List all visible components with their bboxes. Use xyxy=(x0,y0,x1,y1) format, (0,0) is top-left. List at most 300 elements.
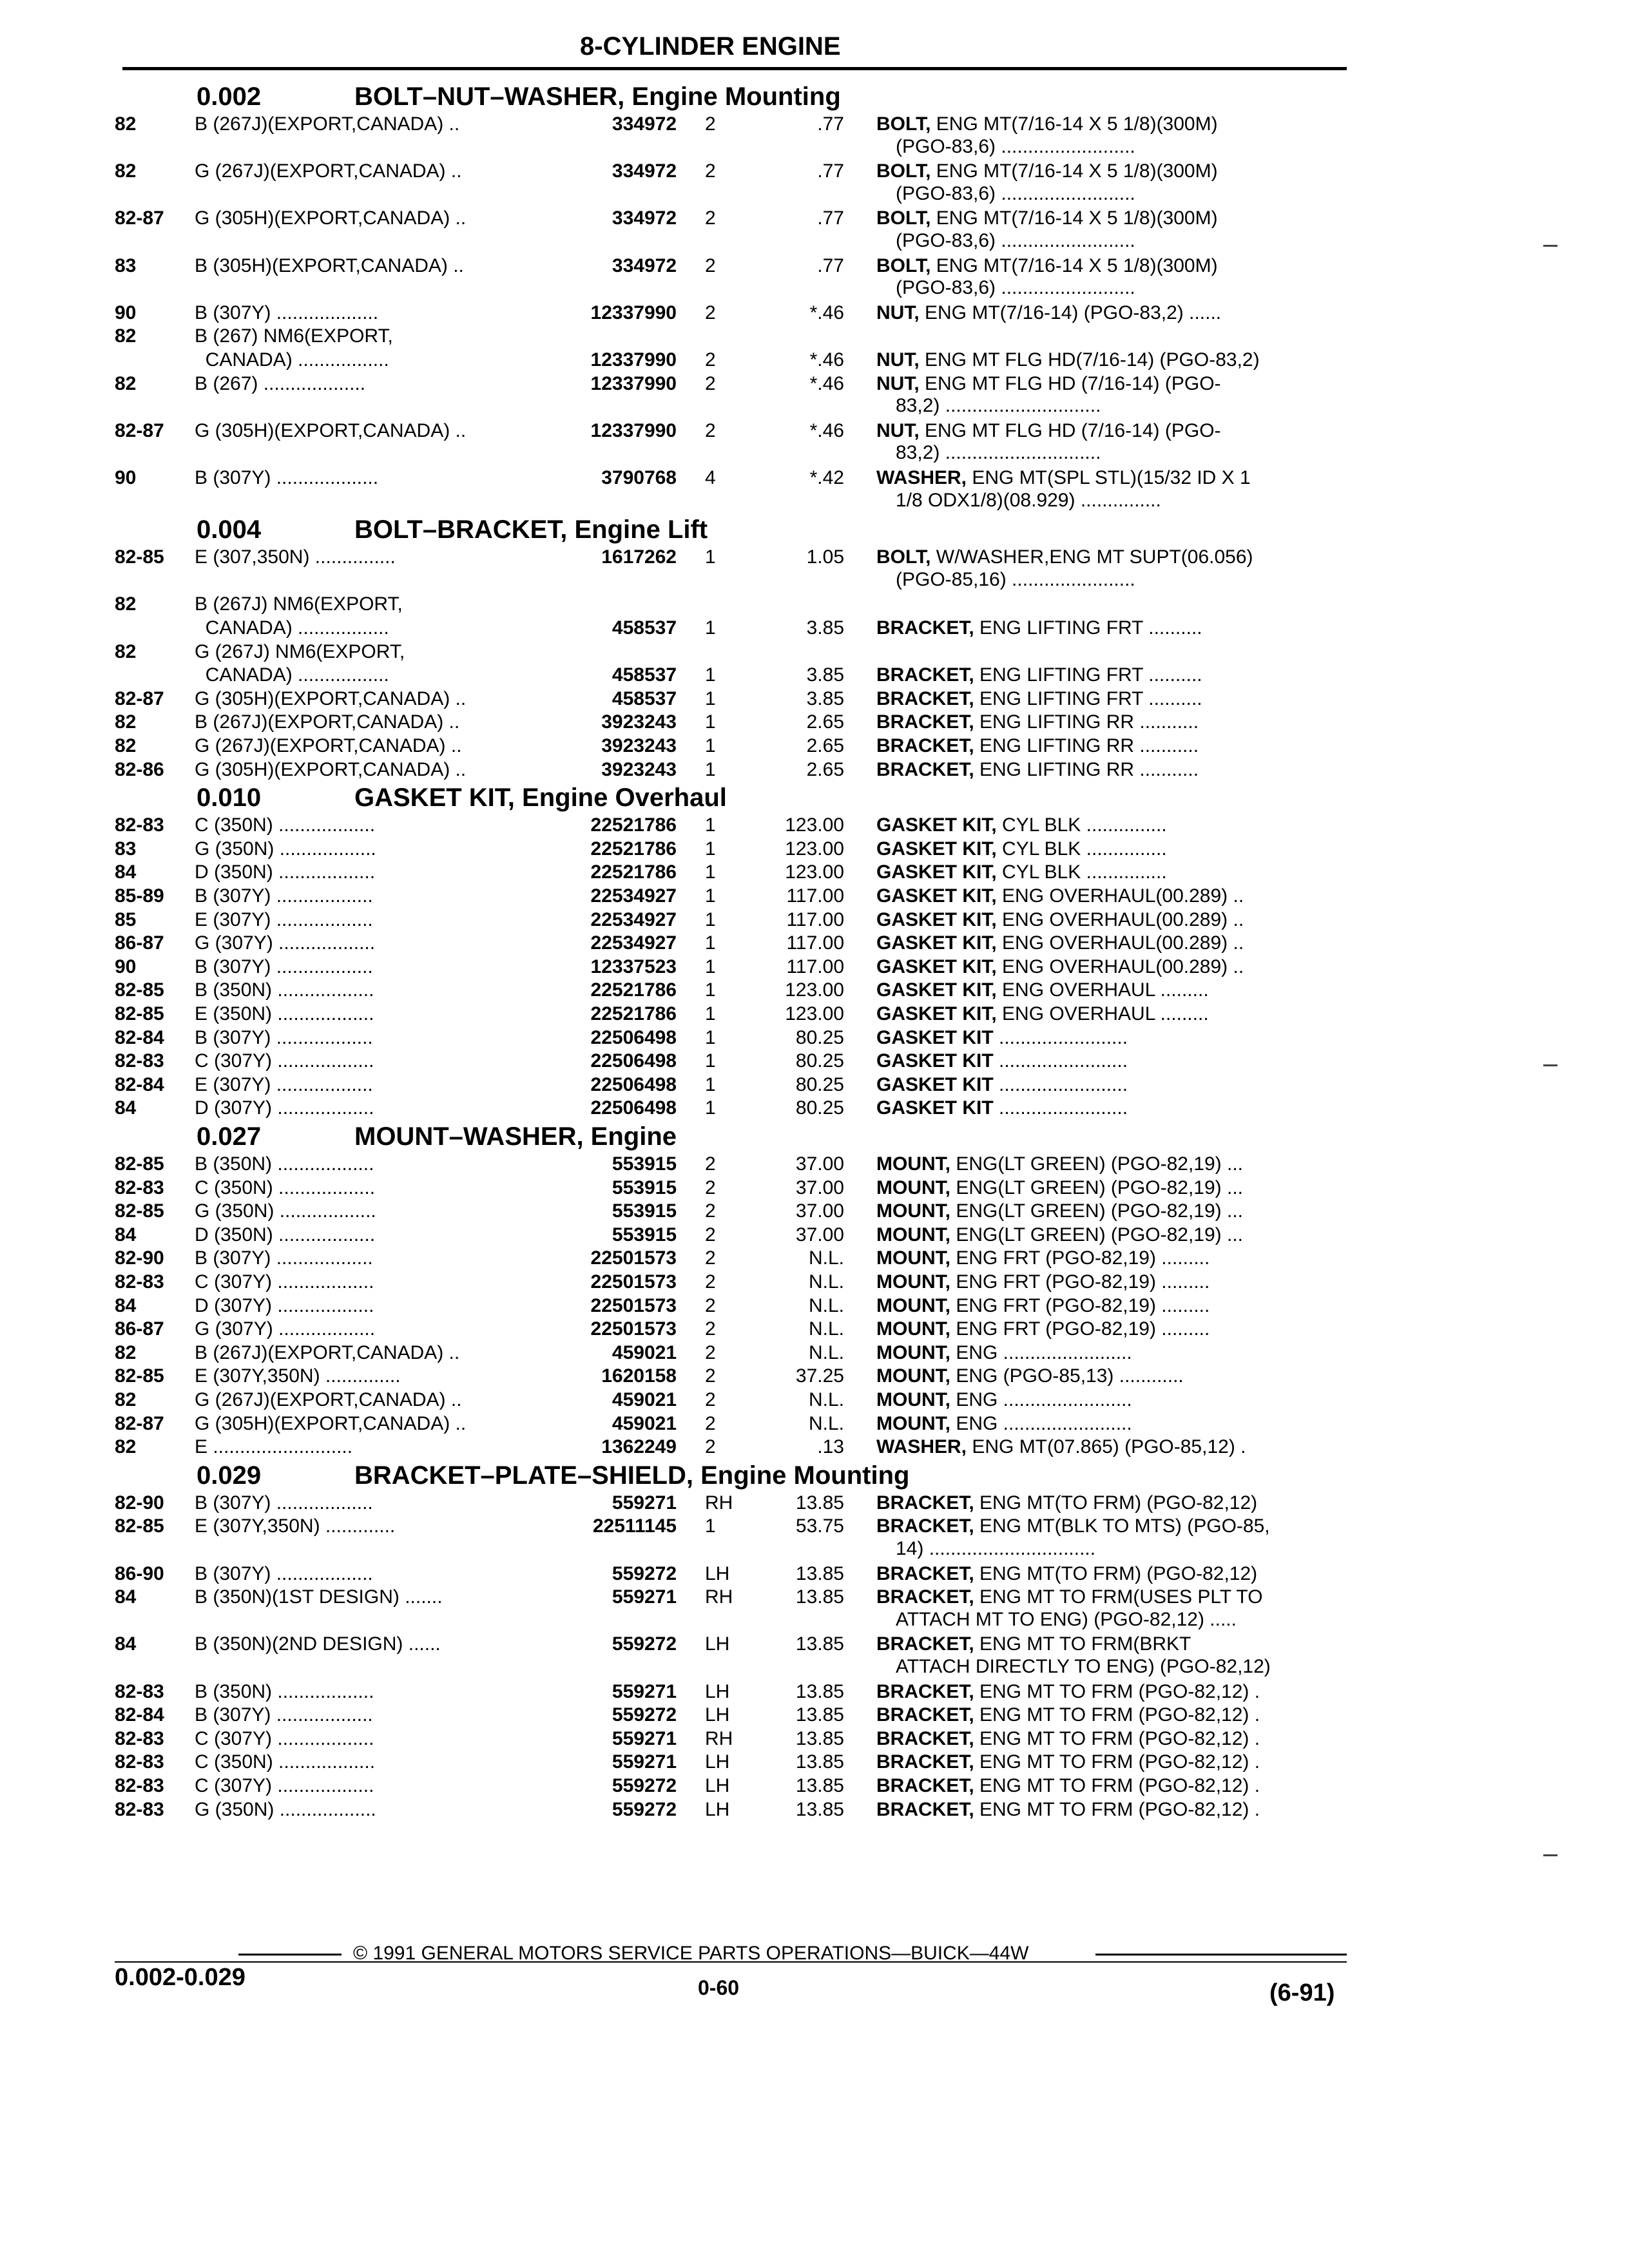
price: .77 xyxy=(817,160,844,182)
section-title: BRACKET–PLATE–SHIELD, Engine Mounting xyxy=(354,1461,910,1490)
model-year: 82-87 xyxy=(115,419,164,441)
part-detail: ENG(LT GREEN) (PGO-82,19) ... xyxy=(950,1177,1243,1198)
part-number: 3790768 xyxy=(601,467,677,488)
model-year: 82-83 xyxy=(115,1271,164,1293)
part-description xyxy=(876,1074,1340,1096)
footer-section-range: 0.002-0.029 xyxy=(115,1964,246,1991)
part-detail: ........................ xyxy=(993,1050,1128,1072)
price: 3.85 xyxy=(806,687,844,709)
part-description xyxy=(876,688,1340,710)
part-name: MOUNT, xyxy=(876,1341,950,1363)
model-year: 82-87 xyxy=(115,687,164,709)
part-number: 559271 xyxy=(612,1492,677,1514)
part-name: BRACKET, xyxy=(876,1751,974,1773)
part-name: MOUNT, xyxy=(876,1294,950,1316)
price: 80.25 xyxy=(795,1097,844,1119)
part-description-continued: (PGO-83,6) ......................... xyxy=(896,135,1135,157)
quantity: LH xyxy=(705,1775,730,1796)
quantity: 1 xyxy=(705,861,716,883)
part-name: BRACKET, xyxy=(876,1586,974,1608)
model-year: 82-90 xyxy=(115,1247,164,1269)
model-year: 82-85 xyxy=(115,1515,164,1537)
part-name: BRACKET, xyxy=(876,1633,974,1655)
part-description xyxy=(876,1492,1340,1514)
model-year: 82 xyxy=(115,113,137,135)
part-detail: ENG MT TO FRM(BRKT xyxy=(974,1633,1191,1655)
application-description: B (350N)(2ND DESIGN) ...... xyxy=(195,1633,441,1655)
part-detail: ENG MT(7/16-14 X 5 1/8)(300M) xyxy=(930,255,1218,276)
model-year: 82-87 xyxy=(115,1412,164,1434)
application-description: E .......................... xyxy=(195,1436,353,1458)
part-number: 12337523 xyxy=(590,956,677,977)
part-detail: ENG MT(TO FRM) (PGO-82,12) xyxy=(974,1562,1258,1584)
part-name: GASKET KIT, xyxy=(876,932,997,954)
part-number: 559271 xyxy=(612,1586,677,1608)
model-year: 84 xyxy=(115,1097,137,1119)
quantity: 1 xyxy=(705,838,716,860)
part-name: BRACKET, xyxy=(876,1680,974,1702)
quantity: 1 xyxy=(705,687,716,709)
model-year: 82-85 xyxy=(115,1365,164,1387)
application-description: D (350N) .................. xyxy=(195,861,376,883)
part-description xyxy=(876,664,1340,686)
model-year: 82 xyxy=(115,1389,137,1410)
model-year: 82-83 xyxy=(115,1775,164,1796)
quantity: 1 xyxy=(705,932,716,954)
application-description: G (350N) .................. xyxy=(195,1798,376,1820)
part-detail: CYL BLK ............... xyxy=(996,861,1167,883)
part-description-continued: 14) ............................... xyxy=(896,1538,1096,1559)
part-name: BRACKET, xyxy=(876,664,974,686)
part-detail: ENG MT(SPL STL)(15/32 ID X 1 xyxy=(967,467,1251,488)
price: 13.85 xyxy=(795,1727,844,1749)
price: 53.75 xyxy=(795,1515,844,1537)
part-description xyxy=(876,1728,1340,1750)
application-description: G (305H)(EXPORT,CANADA) .. xyxy=(195,687,467,709)
quantity: 2 xyxy=(705,1436,716,1458)
quantity: RH xyxy=(705,1492,733,1514)
part-name: BRACKET, xyxy=(876,617,974,639)
part-detail: ENG (PGO-85,13) ............ xyxy=(950,1365,1184,1387)
price: 13.85 xyxy=(795,1633,844,1655)
margin-mark xyxy=(1543,1064,1557,1066)
part-description xyxy=(876,1633,1340,1655)
application-description: B (307Y) .................. xyxy=(195,885,373,907)
part-description xyxy=(876,1704,1340,1726)
part-name: BRACKET, xyxy=(876,1492,974,1514)
model-year: 82-83 xyxy=(115,1050,164,1072)
part-number: 559272 xyxy=(612,1562,677,1584)
part-description xyxy=(876,979,1340,1001)
model-year: 82-83 xyxy=(115,1751,164,1773)
quantity: 2 xyxy=(705,207,716,229)
part-description xyxy=(876,546,1340,568)
part-number: 3923243 xyxy=(601,735,677,756)
application-description: C (350N) .................. xyxy=(195,1751,376,1773)
model-year: 82-84 xyxy=(115,1026,164,1048)
part-detail: ENG OVERHAUL(00.289) .. xyxy=(996,932,1244,954)
part-number: 1362249 xyxy=(601,1436,677,1458)
part-description xyxy=(876,1389,1340,1411)
part-name: MOUNT, xyxy=(876,1247,950,1269)
application-description: G (305H)(EXPORT,CANADA) .. xyxy=(195,419,467,441)
part-description-continued: ATTACH MT TO ENG) (PGO-82,12) ..... xyxy=(896,1608,1237,1630)
part-number: 1620158 xyxy=(601,1365,677,1387)
model-year: 82-85 xyxy=(115,1200,164,1222)
part-detail: ENG MT TO FRM (PGO-82,12) . xyxy=(974,1775,1260,1796)
price: 37.00 xyxy=(795,1177,844,1198)
part-name: NUT, xyxy=(876,372,920,394)
application-description: B (307Y) .................. xyxy=(195,1562,373,1584)
part-description xyxy=(876,1365,1340,1387)
application-description: D (307Y) .................. xyxy=(195,1294,374,1316)
part-name: MOUNT, xyxy=(876,1389,950,1410)
part-detail: ENG FRT (PGO-82,19) ......... xyxy=(950,1271,1210,1293)
part-detail: ENG FRT (PGO-82,19) ......... xyxy=(950,1318,1210,1340)
model-year: 84 xyxy=(115,861,137,883)
price: N.L. xyxy=(808,1294,844,1316)
part-description xyxy=(876,1050,1340,1072)
quantity: 2 xyxy=(705,302,716,323)
part-name: NUT, xyxy=(876,302,920,323)
part-name: NUT, xyxy=(876,349,920,370)
part-description-continued: (PGO-83,6) ......................... xyxy=(896,182,1135,204)
part-name: GASKET KIT, xyxy=(876,908,997,930)
quantity: LH xyxy=(705,1704,730,1726)
part-name: BRACKET, xyxy=(876,758,974,780)
price: 37.00 xyxy=(795,1224,844,1245)
price: N.L. xyxy=(808,1412,844,1434)
price: *.46 xyxy=(809,349,844,370)
price: N.L. xyxy=(808,1271,844,1293)
model-year: 90 xyxy=(115,302,137,323)
part-number: 12337990 xyxy=(590,419,677,441)
part-detail: CYL BLK ............... xyxy=(996,838,1167,860)
quantity: 1 xyxy=(705,1515,716,1537)
part-name: GASKET KIT xyxy=(876,1050,994,1072)
part-detail: ENG LIFTING FRT .......... xyxy=(974,664,1202,686)
model-year: 82-86 xyxy=(115,758,164,780)
part-description xyxy=(876,1681,1340,1703)
part-description xyxy=(876,1271,1340,1293)
part-description-continued: (PGO-85,16) ....................... xyxy=(896,568,1135,590)
price: 13.85 xyxy=(795,1704,844,1726)
part-name: BRACKET, xyxy=(876,711,974,733)
part-detail: ENG MT(7/16-14) (PGO-83,2) ...... xyxy=(919,302,1222,323)
quantity: 1 xyxy=(705,664,716,686)
part-description-continued: (PGO-83,6) ......................... xyxy=(896,230,1135,251)
application-description: C (350N) .................. xyxy=(195,1177,376,1198)
price: N.L. xyxy=(808,1318,844,1340)
part-detail: ENG OVERHAUL ......... xyxy=(996,979,1209,1001)
section-code: 0.004 xyxy=(197,515,262,544)
part-description xyxy=(876,1295,1340,1317)
application-description: B (307Y) .................. xyxy=(195,1026,373,1048)
part-name: BOLT, xyxy=(876,160,931,182)
part-name: WASHER, xyxy=(876,1436,967,1458)
model-year: 82-83 xyxy=(115,1727,164,1749)
part-detail: ENG MT TO FRM (PGO-82,12) . xyxy=(974,1798,1260,1820)
part-detail: ENG MT(7/16-14 X 5 1/8)(300M) xyxy=(930,207,1218,229)
price: 123.00 xyxy=(785,838,844,860)
part-number: 334972 xyxy=(612,255,677,276)
part-description xyxy=(876,1097,1340,1119)
part-description xyxy=(876,373,1340,395)
part-description xyxy=(876,1027,1340,1049)
application-description: G (305H)(EXPORT,CANADA) .. xyxy=(195,207,467,229)
part-description-continued: 83,2) ............................. xyxy=(896,395,1101,417)
part-description xyxy=(876,1563,1340,1585)
part-name: BOLT, xyxy=(876,546,931,568)
part-name: BRACKET, xyxy=(876,735,974,756)
footer-rule-right xyxy=(1095,1954,1347,1956)
margin-mark xyxy=(1543,245,1557,247)
quantity: RH xyxy=(705,1586,733,1608)
application-description: D (350N) .................. xyxy=(195,1224,376,1245)
part-name: MOUNT, xyxy=(876,1153,950,1175)
part-description xyxy=(876,1200,1340,1222)
model-year: 90 xyxy=(115,956,137,977)
part-number: 559271 xyxy=(612,1680,677,1702)
application-description: B (267J)(EXPORT,CANADA) .. xyxy=(195,711,460,733)
quantity: 1 xyxy=(705,1003,716,1024)
price: 3.85 xyxy=(806,617,844,639)
application-description: B (350N)(1ST DESIGN) ....... xyxy=(195,1586,443,1608)
part-description xyxy=(876,1224,1340,1246)
quantity: 1 xyxy=(705,814,716,836)
part-name: GASKET KIT, xyxy=(876,885,997,907)
part-number: 22506498 xyxy=(590,1097,677,1119)
quantity: 2 xyxy=(705,1318,716,1340)
application-description: B (350N) .................. xyxy=(195,1153,374,1175)
part-name: GASKET KIT xyxy=(876,1097,994,1119)
application-description: G (305H)(EXPORT,CANADA) .. xyxy=(195,1412,467,1434)
model-year: 82 xyxy=(115,640,137,662)
part-number: 459021 xyxy=(612,1389,677,1410)
quantity: 1 xyxy=(705,1097,716,1119)
part-detail: ENG LIFTING RR ........... xyxy=(974,758,1199,780)
application-description: B (267J)(EXPORT,CANADA) .. xyxy=(195,113,460,135)
price: 80.25 xyxy=(795,1073,844,1095)
part-detail: ........................ xyxy=(993,1026,1128,1048)
part-name: MOUNT, xyxy=(876,1177,950,1198)
application-description: G (307Y) .................. xyxy=(195,1318,376,1340)
part-detail: ENG MT(TO FRM) (PGO-82,12) xyxy=(974,1492,1258,1514)
part-name: BOLT, xyxy=(876,113,931,135)
quantity: 1 xyxy=(705,711,716,733)
quantity: 1 xyxy=(705,546,716,568)
part-name: GASKET KIT, xyxy=(876,956,997,977)
part-detail: ........................ xyxy=(993,1097,1128,1119)
quantity: 1 xyxy=(705,617,716,639)
part-number: 22501573 xyxy=(590,1318,677,1340)
part-detail: ENG MT TO FRM (PGO-82,12) . xyxy=(974,1680,1260,1702)
model-year: 82-83 xyxy=(115,1798,164,1820)
footer-rule-left xyxy=(238,1954,342,1956)
part-number: 22501573 xyxy=(590,1271,677,1293)
quantity: RH xyxy=(705,1727,733,1749)
quantity: 1 xyxy=(705,1073,716,1095)
part-number: 553915 xyxy=(612,1200,677,1222)
part-detail: ENG FRT (PGO-82,19) ......... xyxy=(950,1247,1210,1269)
part-detail: ENG MT FLG HD (7/16-14) (PGO- xyxy=(919,372,1221,394)
section-code: 0.002 xyxy=(197,82,262,111)
part-detail: ENG LIFTING FRT .......... xyxy=(974,617,1202,639)
part-number: 22521786 xyxy=(590,838,677,860)
part-name: GASKET KIT, xyxy=(876,1003,997,1024)
price: *.46 xyxy=(809,372,844,394)
quantity: 2 xyxy=(705,1177,716,1198)
part-number: 559272 xyxy=(612,1704,677,1726)
part-number: 22506498 xyxy=(590,1026,677,1048)
quantity: 2 xyxy=(705,419,716,441)
quantity: 1 xyxy=(705,908,716,930)
quantity: 2 xyxy=(705,160,716,182)
model-year: 82-85 xyxy=(115,979,164,1001)
quantity: 2 xyxy=(705,372,716,394)
application-description: B (307Y) .................. xyxy=(195,1704,373,1726)
part-detail: ENG ........................ xyxy=(950,1389,1132,1410)
part-number: 22511145 xyxy=(592,1515,677,1537)
part-name: WASHER, xyxy=(876,467,967,488)
model-year: 82-83 xyxy=(115,814,164,836)
quantity: 1 xyxy=(705,758,716,780)
price: 3.85 xyxy=(806,664,844,686)
part-number: 22521786 xyxy=(590,814,677,836)
part-name: NUT, xyxy=(876,419,920,441)
model-year: 82-83 xyxy=(115,1680,164,1702)
price: 117.00 xyxy=(786,885,844,907)
quantity: LH xyxy=(705,1751,730,1773)
quantity: LH xyxy=(705,1633,730,1655)
part-detail: ENG LIFTING FRT .......... xyxy=(974,687,1202,709)
part-name: BOLT, xyxy=(876,207,931,229)
part-name: GASKET KIT, xyxy=(876,814,997,836)
part-detail: ENG MT TO FRM (PGO-82,12) . xyxy=(974,1704,1260,1726)
model-year: 82-85 xyxy=(115,1153,164,1175)
application-description: E (307,350N) ............... xyxy=(195,546,396,568)
price: 13.85 xyxy=(795,1798,844,1820)
model-year: 83 xyxy=(115,255,137,276)
model-year: 86-90 xyxy=(115,1562,164,1584)
application-description: B (267) NM6(EXPORT, xyxy=(195,325,393,347)
part-description xyxy=(876,1413,1340,1435)
model-year: 82 xyxy=(115,1341,137,1363)
quantity: 1 xyxy=(705,979,716,1001)
part-number: 22534927 xyxy=(590,885,677,907)
part-description xyxy=(876,420,1340,442)
part-detail: ENG MT FLG HD (7/16-14) (PGO- xyxy=(919,419,1221,441)
price: 13.85 xyxy=(795,1586,844,1608)
price: 123.00 xyxy=(785,861,844,883)
quantity: LH xyxy=(705,1798,730,1820)
part-detail: ENG OVERHAUL ......... xyxy=(996,1003,1209,1024)
part-number: 559272 xyxy=(612,1798,677,1820)
part-number: 22521786 xyxy=(590,979,677,1001)
part-number: 3923243 xyxy=(601,711,677,733)
footer-page-number: 0-60 xyxy=(698,1976,740,1999)
part-description xyxy=(876,1342,1340,1364)
model-year: 82 xyxy=(115,593,137,615)
part-name: BRACKET, xyxy=(876,1727,974,1749)
model-year: 86-87 xyxy=(115,1318,164,1340)
application-description: G (267J)(EXPORT,CANADA) .. xyxy=(195,160,462,182)
application-description: C (307Y) .................. xyxy=(195,1727,374,1749)
price: N.L. xyxy=(808,1247,844,1269)
quantity: 2 xyxy=(705,1271,716,1293)
application-description: B (350N) .................. xyxy=(195,979,374,1001)
part-description xyxy=(876,1775,1340,1797)
part-detail: ENG(LT GREEN) (PGO-82,19) ... xyxy=(950,1153,1243,1175)
price: N.L. xyxy=(808,1341,844,1363)
part-description-continued: ATTACH DIRECTLY TO ENG) (PGO-82,12) xyxy=(896,1656,1271,1677)
part-description xyxy=(876,1153,1340,1175)
price: 13.85 xyxy=(795,1751,844,1773)
part-detail: ENG OVERHAUL(00.289) .. xyxy=(996,956,1244,977)
quantity: 2 xyxy=(705,1200,716,1222)
quantity: 2 xyxy=(705,1365,716,1387)
price: 1.05 xyxy=(806,546,844,568)
part-detail: ENG MT(7/16-14 X 5 1/8)(300M) xyxy=(930,113,1218,135)
quantity: 1 xyxy=(705,885,716,907)
part-description xyxy=(876,1003,1340,1025)
application-description: B (307Y) ................... xyxy=(195,302,379,323)
application-description: C (307Y) .................. xyxy=(195,1271,374,1293)
model-year: 83 xyxy=(115,838,137,860)
part-name: BRACKET, xyxy=(876,687,974,709)
part-number: 559271 xyxy=(612,1727,677,1749)
quantity: 1 xyxy=(705,1050,716,1072)
part-number: 559272 xyxy=(612,1633,677,1655)
price: 117.00 xyxy=(786,932,844,954)
part-description xyxy=(876,932,1340,954)
part-description xyxy=(876,861,1340,883)
part-name: BRACKET, xyxy=(876,1515,974,1537)
part-name: BRACKET, xyxy=(876,1798,974,1820)
price: 117.00 xyxy=(786,908,844,930)
part-number: 22506498 xyxy=(590,1073,677,1095)
application-description: B (305H)(EXPORT,CANADA) .. xyxy=(195,255,464,276)
price: .77 xyxy=(817,255,844,276)
model-year: 82 xyxy=(115,1436,137,1458)
quantity: 2 xyxy=(705,1412,716,1434)
footer-copyright: © 1991 GENERAL MOTORS SERVICE PARTS OPERATIONS—BUICK—44W xyxy=(353,1943,1029,1964)
part-detail: ........................ xyxy=(993,1073,1128,1095)
part-number: 334972 xyxy=(612,160,677,182)
part-detail: ENG MT(07.865) (PGO-85,12) . xyxy=(967,1436,1246,1458)
price: 117.00 xyxy=(786,956,844,977)
quantity: 2 xyxy=(705,1341,716,1363)
part-description xyxy=(876,1515,1340,1537)
price: 2.65 xyxy=(806,735,844,756)
page-title: 8-CYLINDER ENGINE xyxy=(580,32,841,61)
part-description xyxy=(876,711,1340,733)
application-description: C (350N) .................. xyxy=(195,814,376,836)
part-description xyxy=(876,838,1340,860)
part-number: 22501573 xyxy=(590,1247,677,1269)
section-code: 0.029 xyxy=(197,1461,262,1490)
model-year: 84 xyxy=(115,1633,137,1655)
part-number: 334972 xyxy=(612,207,677,229)
part-number: 559272 xyxy=(612,1775,677,1796)
application-description: B (267) ................... xyxy=(195,372,366,394)
price: 13.85 xyxy=(795,1775,844,1796)
part-number: 458537 xyxy=(612,617,677,639)
application-description: E (307Y) .................. xyxy=(195,1073,373,1095)
part-name: MOUNT, xyxy=(876,1365,950,1387)
price: 80.25 xyxy=(795,1026,844,1048)
model-year: 82 xyxy=(115,160,137,182)
